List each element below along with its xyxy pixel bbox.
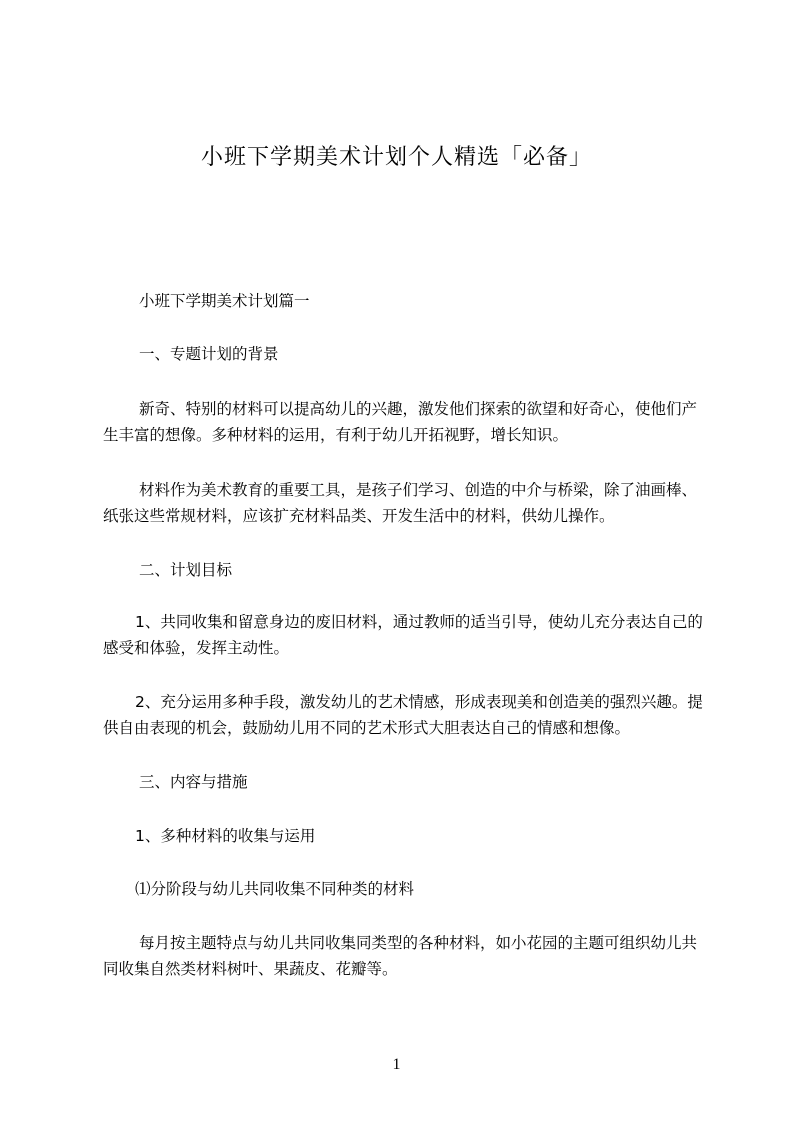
goal-item-2: 2、充分运用多种手段，激发幼儿的艺术情感，形成表现美和创造美的强烈兴趣。提供自由表现的机会，鼓励幼儿用不同的艺术形式大胆表达自己的情感和想像。 (103, 693, 703, 737)
document-title: 小班下学期美术计划个人精选「必备」 (200, 145, 592, 170)
subheading-stage-collection: ⑴分阶段与幼儿共同收集不同种类的材料 (135, 880, 415, 898)
paragraph-monthly-collection: 每月按主题特点与幼儿共同收集同类型的各种材料，如小花园的主题可组织幼儿共同收集自然类材料树叶、果蔬皮、花瓣等。 (103, 934, 698, 978)
goal-item-1: 1、共同收集和留意身边的废旧材料，通过教师的适当引导，使幼儿充分表达自己的感受和体验，发挥主动性。 (103, 613, 703, 657)
heading-plan-goals: 二、计划目标 (139, 561, 233, 579)
paragraph-materials-tool: 材料作为美术教育的重要工具，是孩子们学习、创造的中介与桥梁，除了油画棒、纸张这些常规材料，应该扩充材料品类、开发生活中的材料，供幼儿操作。 (103, 481, 698, 525)
heading-content-measures: 三、内容与措施 (139, 773, 248, 791)
page-number: 1 (392, 1056, 401, 1073)
subheading-materials-collection: 1、多种材料的收集与运用 (135, 827, 316, 845)
paragraph-materials-interest: 新奇、特别的材料可以提高幼儿的兴趣，激发他们探索的欲望和好奇心，使他们产生丰富的想像。多种材料的运用，有利于幼儿开拓视野，增长知识。 (103, 400, 698, 444)
section-heading-plan-one: 小班下学期美术计划篇一 (139, 292, 310, 310)
heading-background: 一、专题计划的背景 (139, 345, 279, 363)
